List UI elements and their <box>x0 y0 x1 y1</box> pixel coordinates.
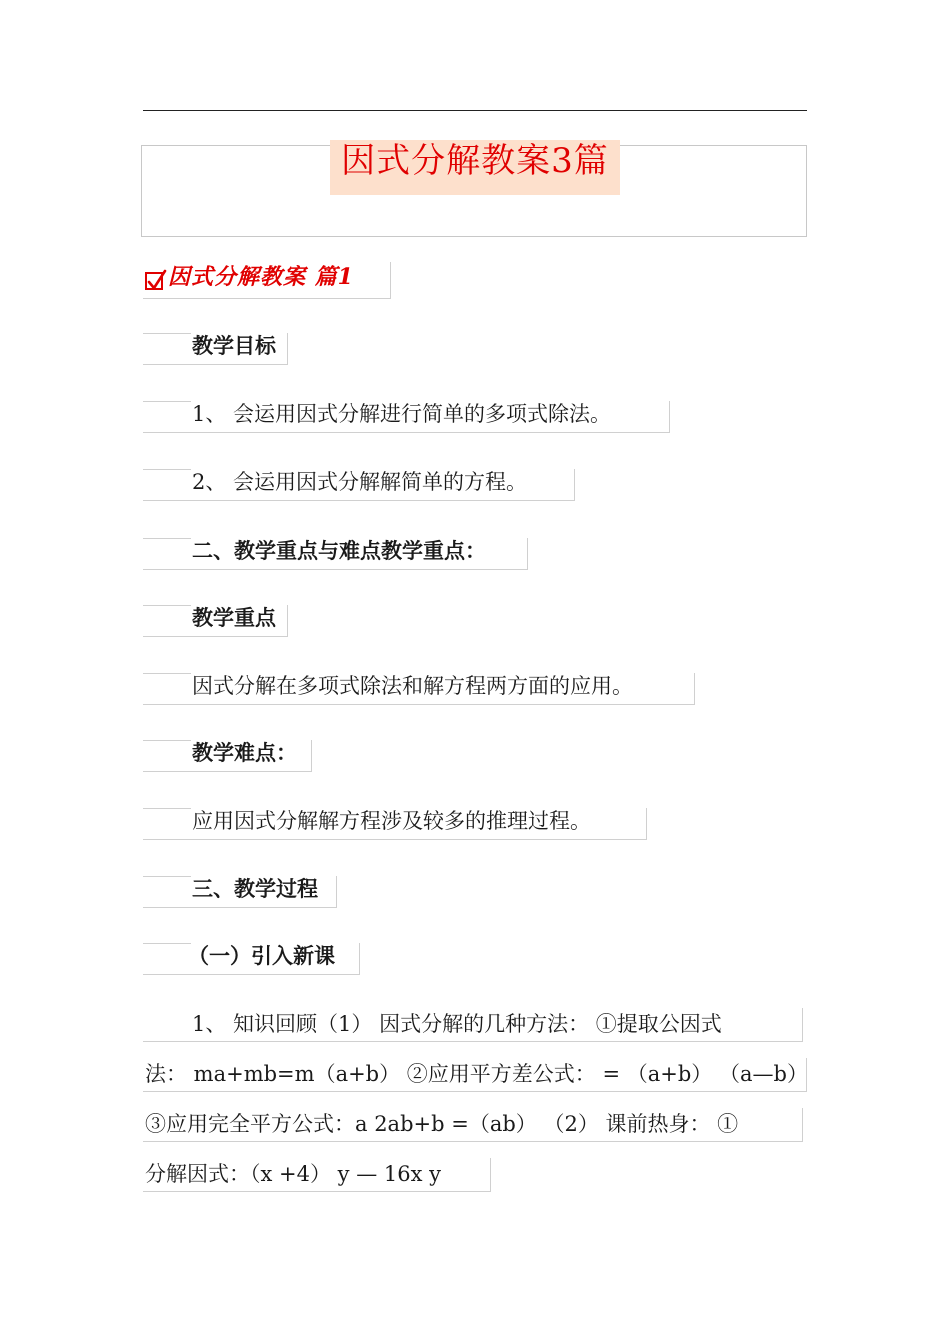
top-divider <box>143 110 807 111</box>
heading-difficulty: 教学难点： <box>192 740 297 765</box>
heading-teaching-focus: 教学重点 <box>192 605 276 630</box>
goal-item-2: 2、 会运用因式分解解简单的方程。 <box>192 470 528 494</box>
knowledge-review-paragraph <box>143 1008 808 1192</box>
difficulty-description: 应用因式分解解方程涉及较多的推理过程。 <box>192 809 591 833</box>
goal-item-1: 1、 会运用因式分解进行简单的多项式除法。 <box>192 402 612 426</box>
paragraph-line: ③应用完全平方公式：a 2ab+b =（ab） （2） 课前热身： ① <box>145 1112 739 1136</box>
focus-description: 因式分解在多项式除法和解方程两方面的应用。 <box>192 674 633 698</box>
heading-teaching-goals: 教学目标 <box>192 333 276 358</box>
checkbox-check-icon <box>145 272 163 290</box>
heading-key-points: 二、教学重点与难点教学重点： <box>192 538 486 563</box>
document-title: 因式分解教案3篇 <box>341 141 609 181</box>
heading-intro-new-lesson: （一）引入新课 <box>188 943 335 968</box>
paragraph-line: 1、 知识回顾（1） 因式分解的几种方法： ①提取公因式 <box>192 1012 722 1036</box>
section-heading: 因式分解教案 篇1 <box>168 264 354 290</box>
paragraph-line: 分解因式：（x +4） y — 16x y <box>145 1162 441 1186</box>
heading-teaching-process: 三、教学过程 <box>192 876 318 901</box>
paragraph-line: 法： ma+mb=m（a+b） ②应用平方差公式： = （a+b） （a—b） <box>145 1062 808 1086</box>
